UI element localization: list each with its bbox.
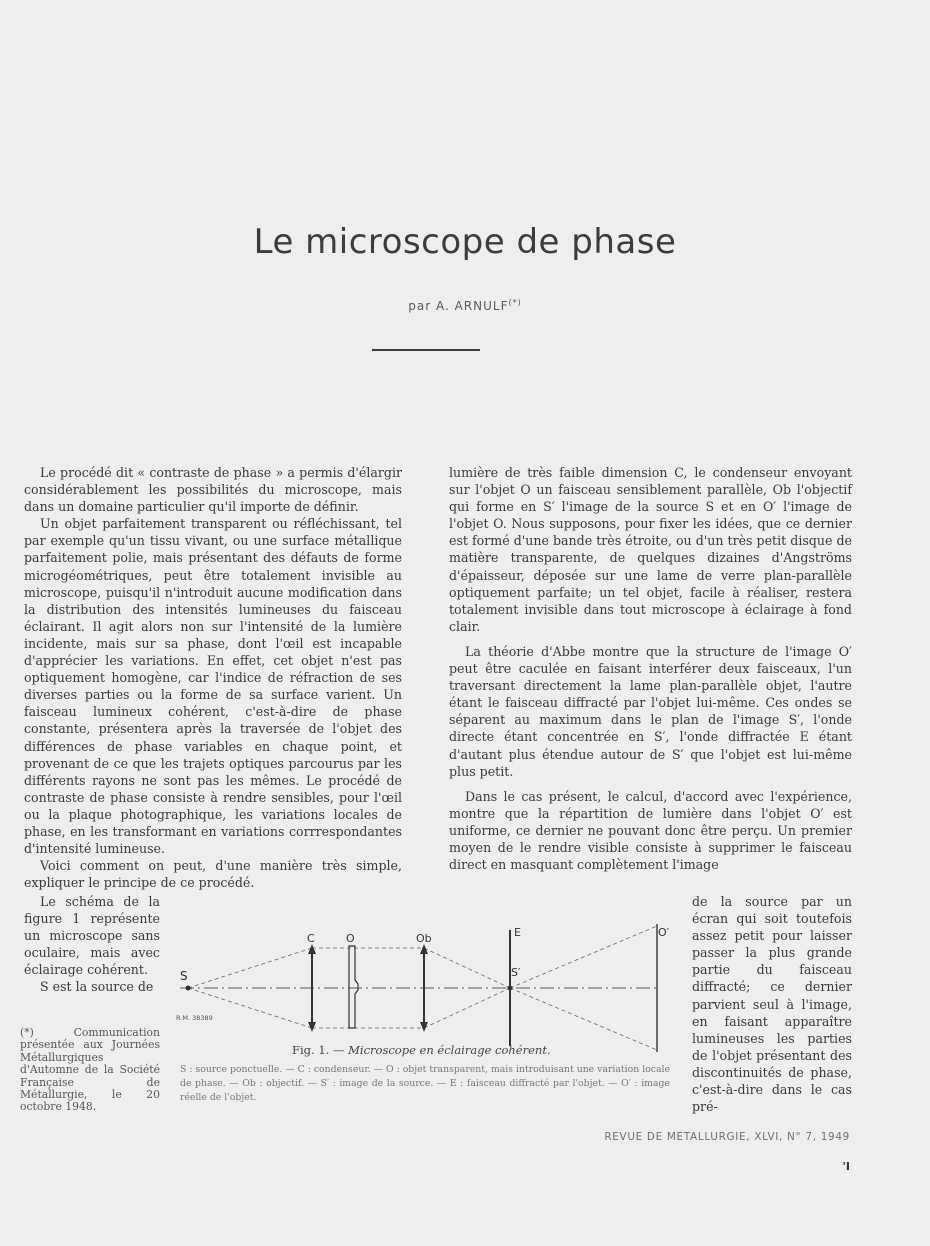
ray-line <box>424 988 510 1028</box>
label-o: O <box>346 932 355 945</box>
figure-number: Fig. 1. — <box>292 1043 345 1057</box>
paragraph: Voici comment on peut, d'une manière très simple, expliquer le principe de ce procédé. <box>24 858 402 891</box>
object-plate <box>349 946 358 1028</box>
paragraph: Le schéma de la figure 1 représente un microscope sans oculaire, mais avec éclairage cohérent. <box>24 894 160 978</box>
figure-title: Microscope en éclairage cohérent. <box>348 1043 551 1057</box>
article-title: Le microscope de phase <box>253 222 677 262</box>
figure-1 <box>170 918 670 1060</box>
figure-legend: S : source ponctuelle. — C : condenseur. — O : objet transparent, mais introduisant une variation locale de phase. — Ob : objectif. — S′ : image de la source. — E : faisceau diffracté par l'objet. — O′ : image réelle de l'objet. <box>180 1064 670 1103</box>
paragraph: Un objet parfaitement transparent ou réfléchissant, tel par exemple qu'un tissu vivant, ou une surface métallique parfaitement polie, mais présentant des défauts de forme microgéométriques, peut être totalement invisible au microscope, puisqu'il n'introduit aucune modification dans la distribution des intensités lumineuses du faisceau éclairant. Il agit alors non sur l'intensité de la lumière incidente, mais sur sa phase, dont l'œil est incapable d'apprécier les variations. En effet, cet objet n'est pas optiquement homogène, car l'indice de réfraction de ses diverses parties ou la forme de sa surface varient. Un faisceau lumineux cohérent, c'est-à-dire de phase constante, présentera après la traversée de l'objet des différences de phase variables en chaque point, et provenant de ce que les trajets optiques parcourus par les différents rayons ne sont pas les mêmes. Le procédé de contraste de phase consiste à rendre sensibles, pour l'œil ou la plaque photographique, les variations locales de phase, en les transformant en variations corrrespondantes d'intensité lumineuse. <box>24 516 402 857</box>
right-wrap-column <box>692 893 852 1115</box>
label-s: S <box>180 969 188 983</box>
ray-line <box>424 948 510 988</box>
paragraph: lumière de très faible dimension C, le condenseur envoyant sur l'objet O un faisceau sensiblement parallèle, Ob l'objectif qui forme en S′ l'image de la source S et en O′ l'image de l'objet O. Nous supposons, pour fixer les idées, que ce dernier est formé d'une bande très étroite, ou d'un très petit disque de matière transparente, de quelques dizaines d'Angströms d'épaisseur, déposée sur une lame de verre plan-parallèle optiquement parfaite; un tel objet, facile à réaliser, restera totalement invisible dans tout microscope à éclairage à fond clair. <box>449 465 852 634</box>
source-image-point <box>508 986 513 991</box>
paragraph: Dans le cas présent, le calcul, d'accord avec l'expérience, montre que la répartition de lumière dans l'objet O′ est uniforme, ce dernier ne pouvant donc être perçu. Un premier moyen de le rendre visible consiste à supprimer le faisceau direct en masquant complètement l'image <box>449 788 852 873</box>
label-o-prime: O′ <box>658 926 670 939</box>
paragraph: Le procédé dit « contraste de phase » a permis d'élargir considérablement les possibilités du microscope, mais dans un domaine particulier qu'il importe de définir. <box>24 465 402 515</box>
microscope-diagram <box>170 918 670 1060</box>
paragraph: de la source par un écran qui soit toutefois assez petit pour laisser passer la plus grande partie du faisceau diffracté; ce dernier parvient seul à l'image, en faisant apparaître lumineuses les parties de l'objet présentant des discontinuités de phase, c'est-à-dire dans le cas pré- <box>692 894 852 1115</box>
author-line <box>0 298 930 313</box>
ray-line <box>188 948 312 988</box>
figure-reference: R.M. 38389 <box>176 1014 213 1022</box>
label-s-prime: S′ <box>511 966 521 979</box>
author-name: par A. ARNULF <box>408 299 509 313</box>
left-wrap-column <box>24 893 160 996</box>
label-ob: Ob <box>416 932 432 945</box>
ray-line <box>510 988 657 1050</box>
journal-reference: REVUE DE METALLURGIE, XLVI, N° 7, 1949 <box>604 1131 850 1143</box>
label-e: E <box>514 926 521 939</box>
label-c: C <box>307 932 315 945</box>
author-footnote-mark: (*) <box>508 298 522 307</box>
title-divider <box>372 349 480 351</box>
figure-caption <box>292 1043 592 1057</box>
paragraph: La théorie d'Abbe montre que la structure de l'image O′ peut être caculée en faisant interférer deux faisceaux, l'un traversant directement la lame plan-parallèle objet, l'autre étant le faisceau diffracté par l'objet lui-même. Ces ondes se séparent au maximum dans le plan de l'image S′, l'onde directe étant concentrée en S′, l'onde diffractée E étant d'autant plus étendue autour de S′ que l'objet est lui-même plus petit. <box>449 643 852 779</box>
page-number: 'I <box>842 1160 850 1173</box>
source-point <box>186 986 191 991</box>
right-column <box>449 464 852 873</box>
ray-line <box>510 926 657 988</box>
ray-line <box>188 988 312 1028</box>
paragraph: S est la source de <box>40 979 154 995</box>
left-column <box>24 464 402 891</box>
footnote: (*) Communication présentée aux Journées Métallurgiques d'Automne de la Société Française de Métallurgie, le 20 octobre 1948. <box>20 1026 160 1114</box>
